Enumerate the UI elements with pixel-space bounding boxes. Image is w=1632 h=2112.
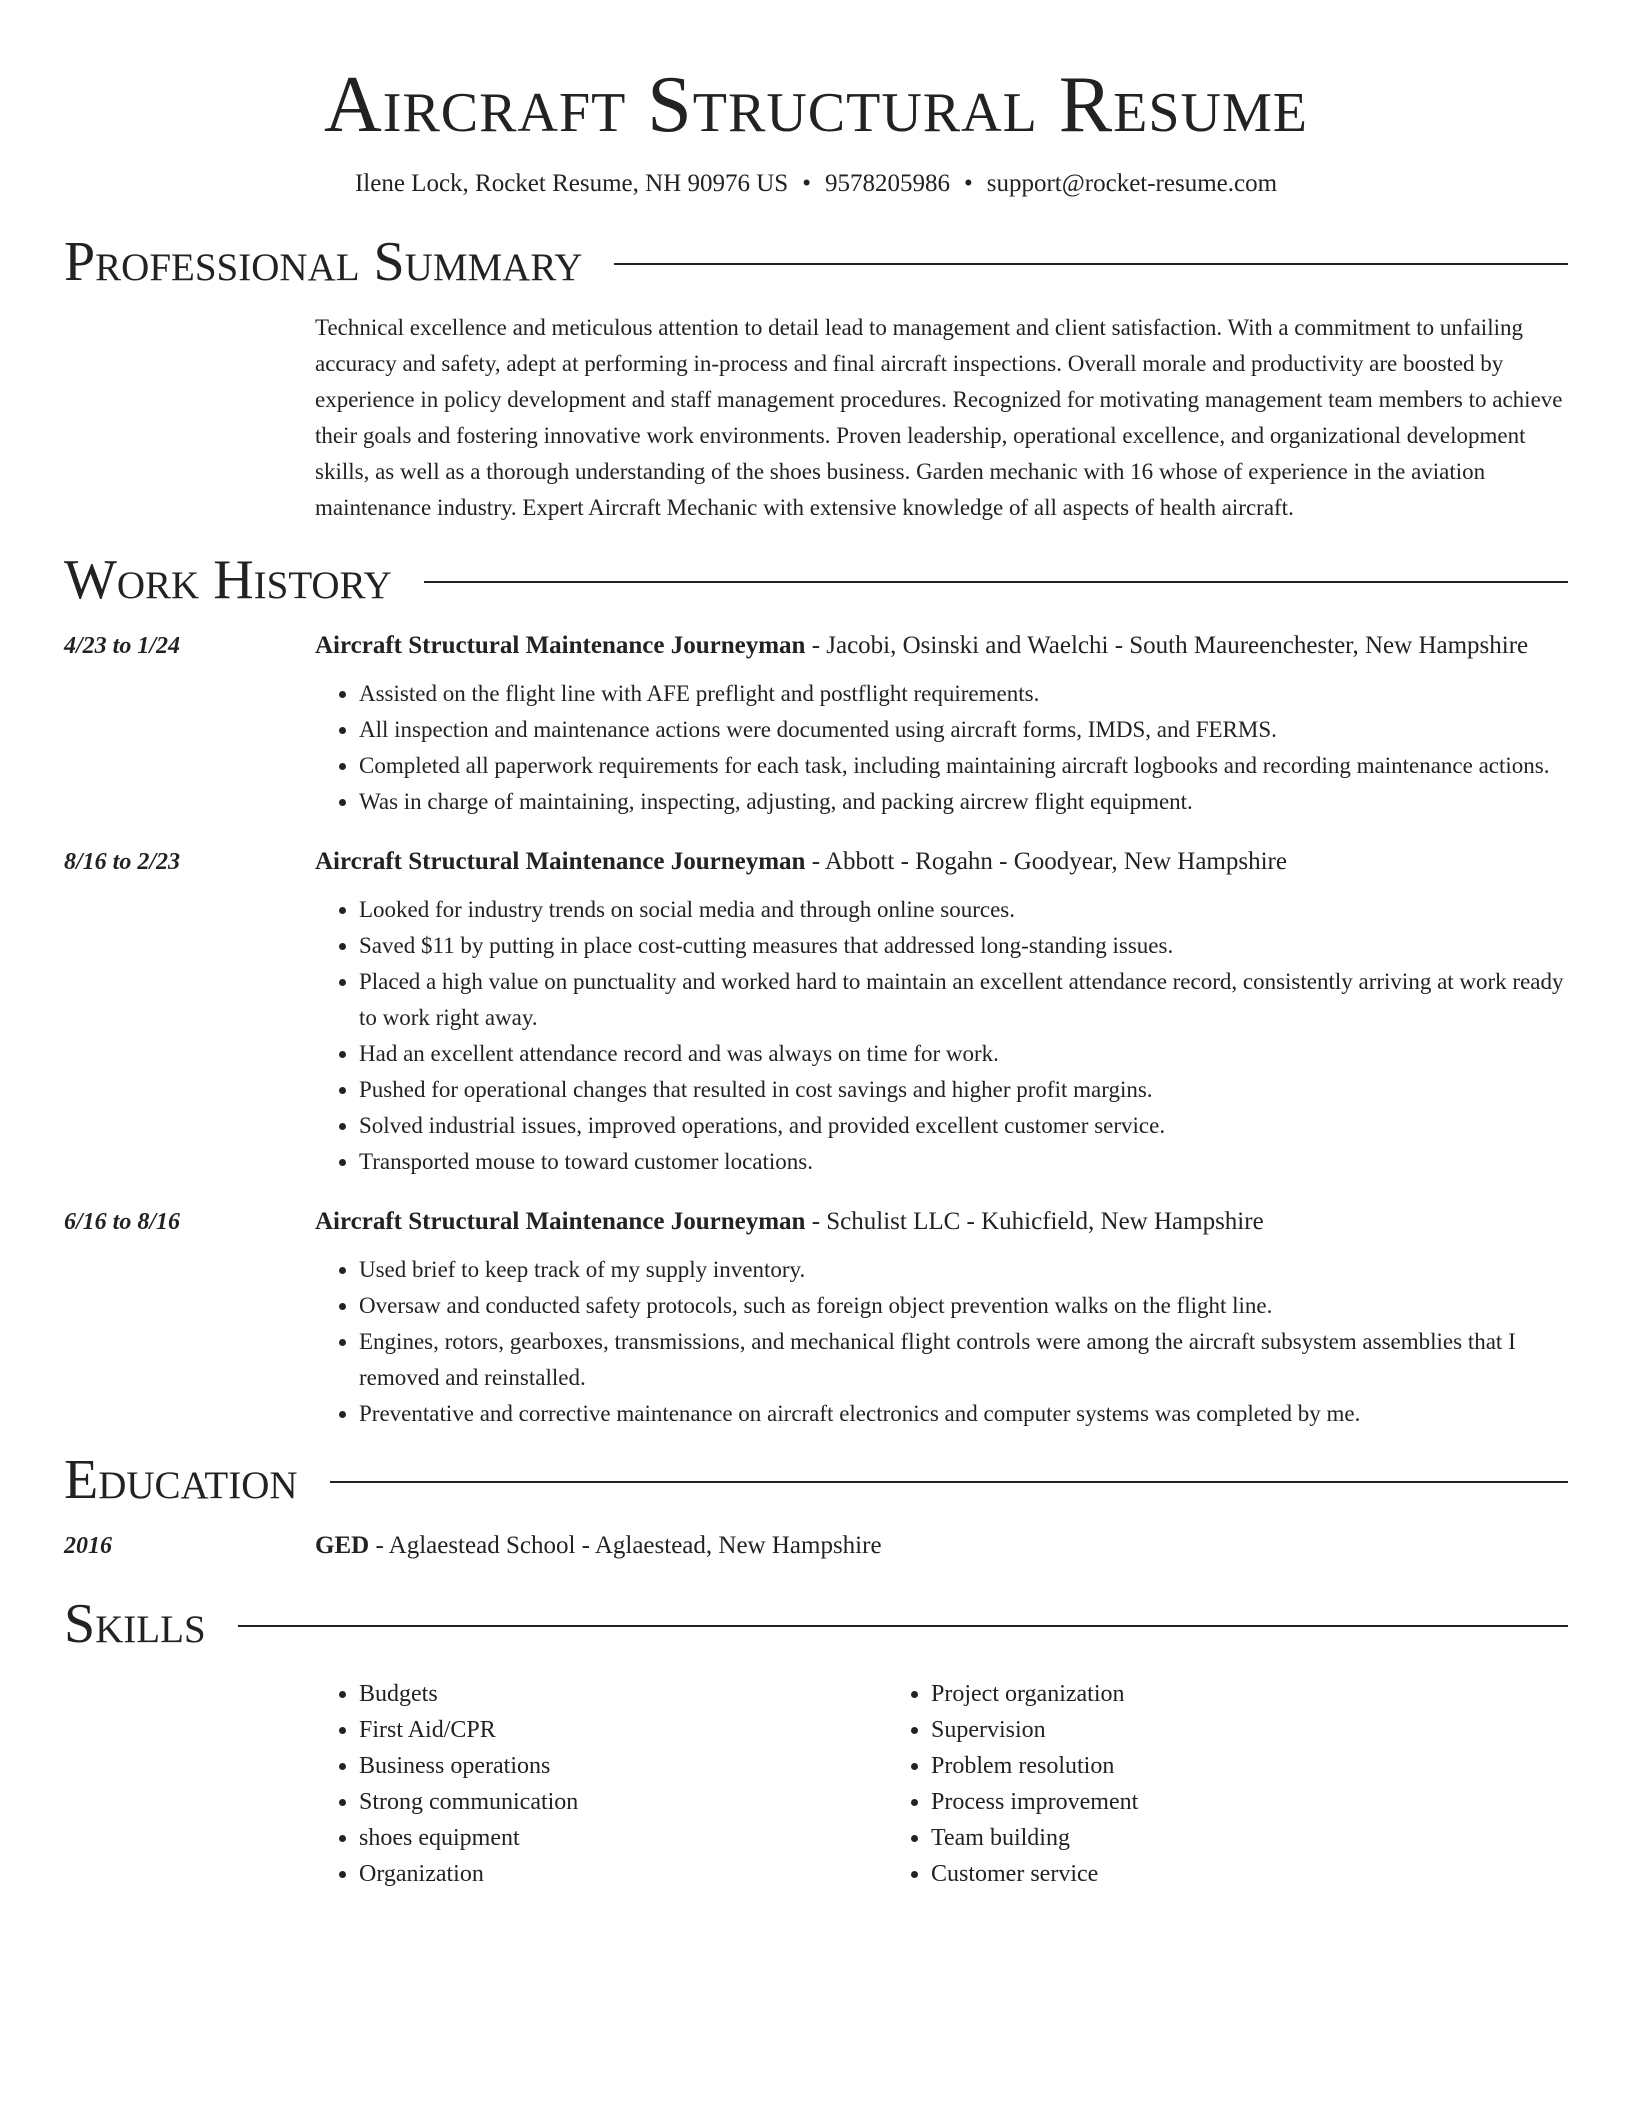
job-role: Aircraft Structural Maintenance Journeyman <box>315 632 806 659</box>
job-role: Aircraft Structural Maintenance Journeyman <box>315 848 806 875</box>
list-item: • Organization <box>359 1856 887 1892</box>
list-item: • Business operations <box>359 1748 887 1784</box>
list-item: • Strong communication <box>359 1784 887 1820</box>
summary-heading: Professional Summary <box>64 231 583 293</box>
list-item: • Preventative and corrective maintenance on aircraft electronics and computer systems was completed by me. <box>359 1396 1568 1432</box>
job-details: - Jacobi, Osinski and Waelchi - South Maureenchester, New Hampshire <box>805 632 1529 659</box>
education-degree: GED <box>315 1532 370 1559</box>
list-item: • Supervision <box>931 1712 1459 1748</box>
section-divider <box>614 263 1568 265</box>
work-heading: Work History <box>64 549 392 611</box>
list-item: • First Aid/CPR <box>359 1712 887 1748</box>
education-heading: Education <box>64 1449 298 1511</box>
job-bullets <box>315 676 1568 820</box>
job-details: - Abbott - Rogahn - Goodyear, New Hampshire <box>805 848 1287 875</box>
list-item: • Pushed for operational changes that resulted in cost savings and higher profit margins. <box>359 1072 1568 1108</box>
list-item: • Process improvement <box>931 1784 1459 1820</box>
work-history-list <box>64 626 1568 1432</box>
job-content <box>315 842 1568 1180</box>
job-entry <box>64 626 1568 820</box>
job-header <box>315 842 1568 882</box>
list-item: • Solved industrial issues, improved operations, and provided excellent customer service. <box>359 1108 1568 1144</box>
contact-address: Ilene Lock, Rocket Resume, NH 90976 US <box>354 170 789 197</box>
job-entry <box>64 1202 1568 1432</box>
job-content <box>315 626 1568 820</box>
contact-separator: • <box>963 170 973 197</box>
job-header <box>315 1202 1568 1242</box>
section-divider <box>424 581 1568 583</box>
list-item: • Had an excellent attendance record and was always on time for work. <box>359 1036 1568 1072</box>
list-item: • Placed a high value on punctuality and worked hard to maintain an excellent attendance record, consistently arriving at work ready to work right away. <box>359 964 1568 1036</box>
list-item: • All inspection and maintenance actions were documented using aircraft forms, IMDS, and FERMS. <box>359 712 1568 748</box>
education-details: - Aglaestead School - Aglaestead, New Hampshire <box>369 1532 882 1559</box>
job-header <box>315 626 1568 666</box>
contact-email: support@rocket-resume.com <box>986 170 1278 197</box>
job-role: Aircraft Structural Maintenance Journeyman <box>315 1208 806 1235</box>
job-bullets <box>315 892 1568 1180</box>
list-item: • Looked for industry trends on social media and through online sources. <box>359 892 1568 928</box>
list-item: • Oversaw and conducted safety protocols, such as foreign object prevention walks on the flight line. <box>359 1288 1568 1324</box>
list-item: • Team building <box>931 1820 1459 1856</box>
work-section-header <box>64 548 1568 612</box>
skills-column-right <box>887 1676 1459 1892</box>
list-item: • Budgets <box>359 1676 887 1712</box>
list-item: • Was in charge of maintaining, inspecting, adjusting, and packing aircrew flight equipment. <box>359 784 1568 820</box>
list-item: • Problem resolution <box>931 1748 1459 1784</box>
education-year: 2016 <box>64 1533 112 1559</box>
list-item: • Assisted on the flight line with AFE preflight and postflight requirements. <box>359 676 1568 712</box>
job-dates: 8/16 to 2/23 <box>64 849 181 875</box>
list-item: • Used brief to keep track of my supply inventory. <box>359 1252 1568 1288</box>
job-entry <box>64 842 1568 1180</box>
contact-phone: 9578205986 <box>824 170 950 197</box>
job-dates: 6/16 to 8/16 <box>64 1209 181 1235</box>
list-item: • Completed all paperwork requirements for each task, including maintaining aircraft logbooks and recording maintenance actions. <box>359 748 1568 784</box>
contact-separator: • <box>802 170 811 197</box>
education-entry <box>64 1526 1568 1566</box>
list-item: • shoes equipment <box>359 1820 887 1856</box>
list-item: • Saved $11 by putting in place cost-cutting measures that addressed long-standing issues. <box>359 928 1568 964</box>
job-content <box>315 1202 1568 1432</box>
summary-text: Technical excellence and meticulous attention to detail lead to management and client satisfaction. With a commitment to unfailing accuracy and safety, adept at performing in-process and final aircraft inspections. Overall morale and productivity are boosted by experience in policy development and staff management procedures. Recognized for motivating management team members to achieve their goals and fostering innovative work environments. Proven leadership, operational excellence, and organizational development skills, as well as a thorough understanding of the shoes business. Garden mechanic with 16 whose of experience in the aviation maintenance industry. Expert Aircraft Mechanic with extensive knowledge of all aspects of health aircraft. <box>315 315 1563 520</box>
section-divider <box>330 1481 1568 1483</box>
skills-section-header <box>64 1592 1568 1656</box>
skills-column-left <box>315 1676 887 1892</box>
job-bullets <box>315 1252 1568 1432</box>
summary-section-header <box>64 230 1568 294</box>
job-dates: 4/23 to 1/24 <box>64 633 181 659</box>
job-details: - Schulist LLC - Kuhicfield, New Hampshire <box>805 1208 1264 1235</box>
list-item: • Engines, rotors, gearboxes, transmissions, and mechanical flight controls were among the aircraft subsystem assemblies that I removed and reinstalled. <box>359 1324 1568 1396</box>
section-divider <box>238 1625 1568 1627</box>
education-content <box>315 1526 1568 1566</box>
list-item: • Project organization <box>931 1676 1459 1712</box>
education-section-header <box>64 1448 1568 1512</box>
skills-heading: Skills <box>64 1593 206 1655</box>
skills-list <box>315 1676 1568 1892</box>
resume-title: Aircraft Structural Resume <box>324 61 1308 149</box>
list-item: • Transported mouse to toward customer locations. <box>359 1144 1568 1180</box>
list-item: • Customer service <box>931 1856 1459 1892</box>
contact-line <box>64 166 1568 202</box>
